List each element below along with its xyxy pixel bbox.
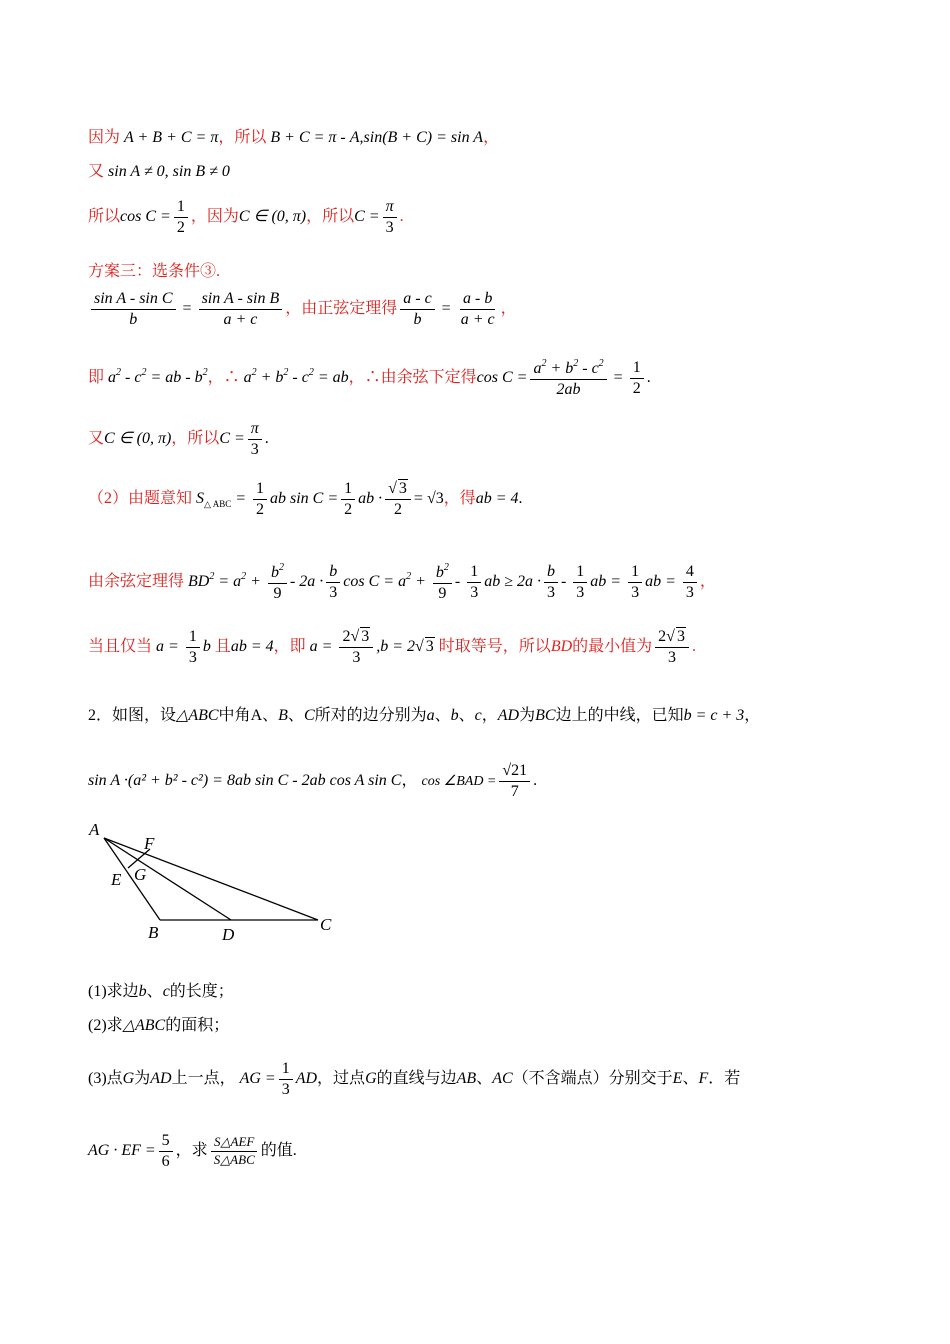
- numerator: 1: [174, 198, 188, 218]
- problem2-intro: 2．如图，设△ABC中角A、B、C所对的边分别为a、b、c，AD为BC边上的中线，已知b = c + 3，: [88, 707, 761, 724]
- fraction: [458, 290, 498, 328]
- line-4: [88, 262, 220, 281]
- fraction: $\frac{1}{2}$: [253, 480, 267, 518]
- text: 且: [214, 637, 231, 655]
- fraction: [248, 420, 262, 458]
- math: A + B + C = π: [124, 129, 219, 146]
- math: = ab: [317, 368, 349, 386]
- math: = √3: [413, 489, 444, 507]
- text: ，即: [273, 637, 306, 655]
- question-3: (3)点G为AD上一点， AG = $\frac{1}{3}$ AD，过点G的直线与边AB、AC（不含端点）分别交于E、F．若: [88, 1060, 741, 1098]
- denominator: 2: [176, 218, 185, 236]
- fraction: $\frac{2√ 3}{3}$: [655, 628, 689, 666]
- fraction: $\frac{1}{3}$: [186, 628, 200, 666]
- math: ab ·: [358, 489, 383, 507]
- fraction: [91, 290, 176, 328]
- question-1: (1)求边b、c的长度；: [88, 983, 234, 1000]
- fraction: $\frac{b}{3}$: [326, 563, 340, 601]
- text: 的最小值为: [572, 637, 653, 655]
- math: $a^2 - c^2$ = ab - $b^2$: [108, 366, 208, 386]
- math: BC: [535, 707, 556, 724]
- text: 2．如图，设: [88, 707, 177, 724]
- line-1: [88, 128, 499, 147]
- math: sin A ≠ 0, sin B ≠ 0: [108, 163, 230, 180]
- fraction: [630, 359, 644, 397]
- problem2-conditions: sin A ·(a² + b² - c²) = 8ab sin C - 2ab cos A sin C， cos ∠BAD = $\frac{√21}{7}$ .: [88, 762, 538, 800]
- label-d: D: [222, 925, 235, 944]
- line-3: [88, 198, 404, 236]
- text: ，∴由余弦下定得: [348, 368, 477, 386]
- numerator: a - c: [400, 290, 434, 310]
- math: C ∈ (0, π): [238, 207, 307, 225]
- text: ，所以: [306, 207, 355, 225]
- text: 即: [88, 368, 105, 386]
- text: ，得: [443, 489, 476, 507]
- math: ab sin C =: [270, 489, 339, 507]
- math: C =: [219, 429, 245, 447]
- text: 又: [88, 163, 105, 180]
- label-b: B: [148, 923, 159, 942]
- text: ，所以: [171, 429, 220, 447]
- numerator: $a^2 + b^2 - c^2$: [530, 358, 606, 380]
- math: AD: [295, 1069, 318, 1087]
- text: (1)求边: [88, 983, 139, 1000]
- math: AD: [150, 1069, 172, 1087]
- math: ab = 4: [230, 637, 274, 655]
- math: b = c + 3: [683, 707, 745, 724]
- denominator: 3: [250, 440, 259, 458]
- line-9: 由余弦定理得 $BD^2 = a^2$ + $\frac{b^2}{9}$ - 2a · $\frac{b}{3}$ $\cos C = a^2$ + $\frac{b^2}{9}$ - $\frac{1}{3}$ ab ≥ 2a · $\frac{b}{3}$ - $\frac{1}{3}$ ab = $\frac{1}{3}$ ab = $\frac{4}{3}$ ，: [88, 562, 716, 602]
- fraction: $\frac{b^2}{9}$: [268, 562, 287, 602]
- fraction: $\frac{1}{3}$: [467, 563, 481, 601]
- triangle-figure: [84, 818, 344, 948]
- text: ．若: [708, 1069, 741, 1087]
- math: △ABC: [176, 707, 219, 724]
- text: 边上的中线，已知: [555, 707, 684, 724]
- text: 时取等号，所以: [438, 637, 551, 655]
- text: ，由正弦定理得: [285, 299, 398, 317]
- fraction: [383, 198, 397, 236]
- sqrt-value: 3: [398, 480, 407, 497]
- math: A: [250, 707, 263, 724]
- fraction: [400, 290, 434, 328]
- denominator: b: [129, 310, 138, 328]
- math: cos C =: [120, 207, 171, 225]
- fraction: [211, 1135, 258, 1167]
- label-f: F: [144, 834, 155, 853]
- math: a: [426, 707, 435, 724]
- numerator: √21: [499, 762, 530, 782]
- math: AD: [497, 707, 520, 724]
- text: .: [691, 637, 696, 655]
- text: .: [399, 207, 404, 225]
- math: BD: [550, 637, 573, 655]
- fraction: [174, 198, 188, 236]
- denominator: S△ABC: [213, 1151, 255, 1167]
- text: 中角: [218, 707, 251, 724]
- text: 的值.: [260, 1141, 297, 1159]
- math: C =: [354, 207, 380, 225]
- subscript: △ ABC: [204, 498, 232, 509]
- text: ，求: [175, 1141, 208, 1159]
- text: （2）由题意知: [88, 489, 193, 507]
- fraction: [199, 290, 283, 328]
- text: 所对的边分别为: [314, 707, 427, 724]
- text: （不含端点）分别交于: [512, 1069, 673, 1087]
- text: (3)点: [88, 1069, 123, 1087]
- line-7: 又C ∈ (0, π)，所以C = $\frac{\pi}{3}$ .: [88, 420, 269, 458]
- text: 当且仅当: [88, 637, 153, 655]
- math: E: [672, 1069, 683, 1087]
- text: 的长度；: [169, 983, 234, 1000]
- fraction: [159, 1132, 173, 1170]
- text: 的直线与边: [376, 1069, 457, 1087]
- text: 为: [134, 1069, 151, 1087]
- line-6: 即 $a^2 - c^2$ = ab - $b^2$，∴ $a^2 + b^2 - c^2$ = ab，∴由余弦下定得cos C = $\frac{a^2 + b^2 - c^2}{2ab}$ = $\frac{1}{2}$ .: [88, 358, 651, 398]
- numerator: a - b: [460, 290, 495, 310]
- numerator: sin A - sin B: [199, 290, 283, 310]
- fraction: $\frac{1}{3}$: [573, 563, 587, 601]
- math: AG =: [239, 1069, 276, 1087]
- denominator: 3: [385, 218, 394, 236]
- text: 又: [88, 429, 105, 447]
- text: 上一点，: [171, 1069, 236, 1087]
- math: G: [365, 1069, 377, 1087]
- text: ，因为: [190, 207, 239, 225]
- line-5: $\frac{\text{sin A - sin C}}{b}$ = $\frac{\text{sin A - sin B}}{a + c}$ ，由正弦定理得 $\frac{a - c}{b}$ = $\frac{a - b}{a + c}$ ，: [88, 290, 517, 328]
- math: $a^2 + b^2 - c^2$ = ab: [243, 366, 349, 386]
- math: = ab - b: [150, 368, 203, 386]
- math: c: [162, 983, 170, 1000]
- numerator: π: [383, 198, 397, 218]
- text: 所以: [88, 207, 121, 225]
- fraction: $\frac{4}{3}$: [683, 563, 697, 601]
- label-g: G: [134, 865, 147, 884]
- text: ，∴: [207, 368, 240, 386]
- question-3-cont: [88, 1132, 297, 1170]
- denominator: b: [413, 310, 422, 328]
- question-2: [88, 1016, 229, 1035]
- numerator: π: [248, 420, 262, 440]
- fraction: $\frac{b}{3}$: [544, 563, 558, 601]
- math: sin A ·(a² + b² - c²) = 8ab sin C - 2ab cos A sin C: [88, 771, 402, 789]
- text: 因为: [88, 129, 121, 146]
- denominator: 7: [510, 782, 519, 800]
- math: b: [138, 983, 147, 1000]
- line-2: [88, 162, 230, 181]
- fraction: [499, 762, 530, 800]
- denominator: a + c: [223, 310, 258, 328]
- fraction: [530, 358, 606, 398]
- math: AC: [492, 1069, 513, 1087]
- text: 由余弦定理得: [88, 572, 185, 590]
- text: ，: [483, 129, 500, 146]
- math: C: [303, 707, 315, 724]
- text: 方案三：选条件③.: [88, 263, 221, 280]
- numerator: 5: [159, 1132, 173, 1152]
- math: $BD^2 = a^2$ +: [188, 570, 265, 590]
- line-8: （2）由题意知 $S_{\triangle ABC}$ = $\frac{1}{2}$ ab sin C = $\frac{1}{2}$ ab · $\frac{√ 3}{2}$ = √3，得ab = 4.: [88, 480, 523, 518]
- math: B + C = π - A,sin(B + C) = sin A: [270, 129, 484, 146]
- numerator: sin A - sin C: [91, 290, 176, 310]
- line-10: 当且仅当 a = $\frac{1}{3}$ b 且ab = 4，即 a = $\frac{2√ 3}{3}$ ,b = 2√ 3 时取等号，所以BD的最小值为 $\frac{2√ 3}{3}$ .: [88, 628, 696, 666]
- text: 的面积；: [165, 1017, 230, 1034]
- math: C ∈ (0, π): [104, 429, 172, 447]
- label-e: E: [111, 870, 122, 889]
- denominator: 2ab: [556, 380, 581, 398]
- math: G: [122, 1069, 135, 1087]
- math: ab = 4: [475, 489, 519, 507]
- math: △ABC: [122, 1017, 166, 1034]
- denominator: a + c: [460, 310, 495, 328]
- math: cos ∠BAD =: [421, 773, 497, 789]
- math: F: [698, 1069, 709, 1087]
- denominator: 6: [161, 1152, 170, 1170]
- label-a: A: [89, 820, 100, 839]
- fraction: $\frac{√ 3}{2}$: [385, 480, 411, 518]
- text: ，所以: [218, 129, 267, 146]
- math: AG · EF =: [88, 1141, 156, 1159]
- fraction: $\frac{b^2}{9}$: [433, 562, 452, 602]
- math: $S_{\triangle ABC}$ =: [196, 489, 250, 509]
- fraction: $\frac{1}{3}$: [279, 1060, 293, 1098]
- math: AB: [456, 1069, 477, 1087]
- math: c: [474, 707, 482, 724]
- numerator: S△AEF: [211, 1135, 257, 1151]
- math: b: [450, 707, 459, 724]
- text: ，: [500, 299, 517, 317]
- numerator: 1: [630, 359, 644, 379]
- math: S: [196, 489, 205, 507]
- text: (2)求: [88, 1017, 123, 1034]
- denominator: 2: [632, 379, 641, 397]
- text: 为: [519, 707, 536, 724]
- text: ，过点: [317, 1069, 366, 1087]
- math: B: [278, 707, 288, 724]
- fraction: $\frac{1}{2}$: [341, 480, 355, 518]
- math: cos C =: [476, 368, 528, 386]
- label-c: C: [320, 915, 332, 934]
- fraction: $\frac{2√ 3}{3}$: [339, 628, 373, 666]
- fraction: $\frac{1}{3}$: [628, 563, 642, 601]
